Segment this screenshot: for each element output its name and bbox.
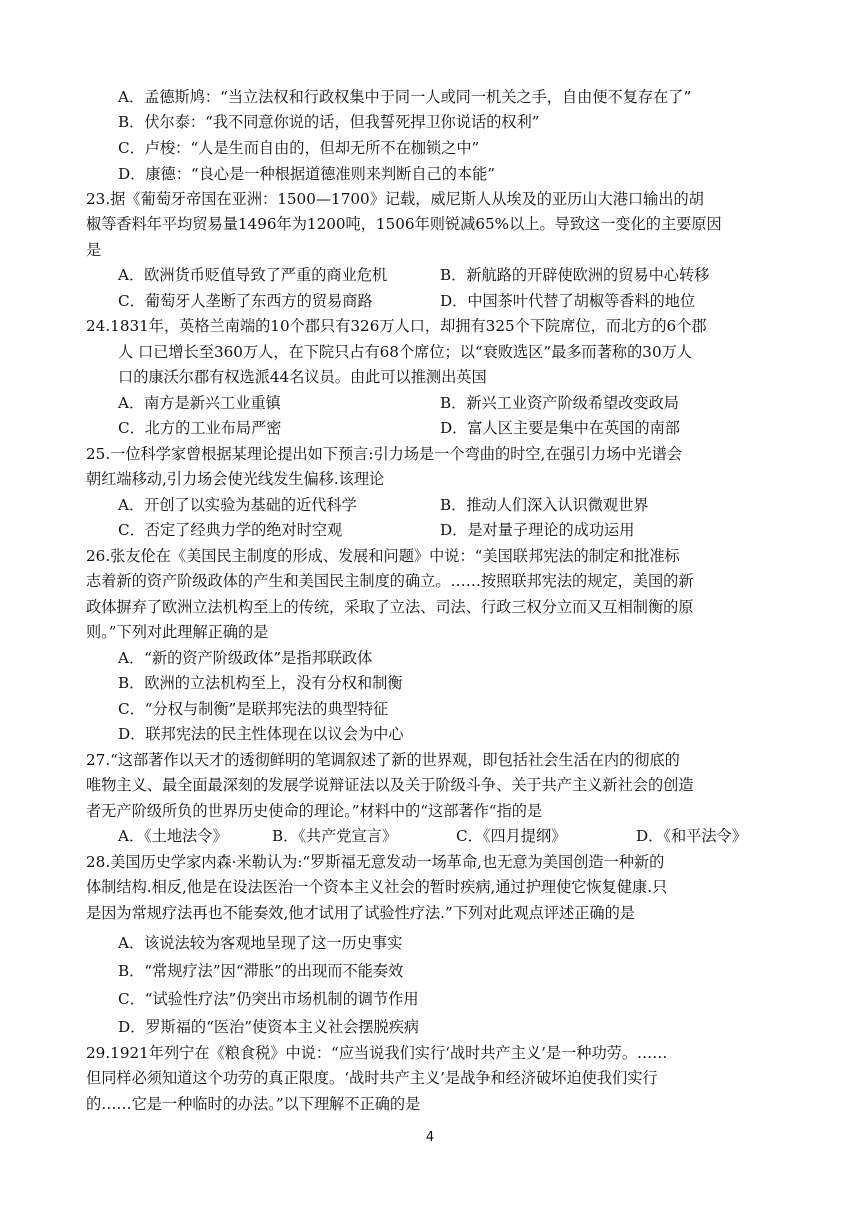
question-24-text: 口的康沃尔郡有权选派44名议员。由此可以推测出英国	[118, 368, 487, 386]
option-b: B．伏尔泰：“我不同意你说的话，但我誓死捍卫你说话的权利”	[118, 113, 540, 131]
option-d: D．中国茶叶代替了胡椒等香料的地位	[440, 292, 696, 310]
option-b: B．欧洲的立法机构至上，没有分权和制衡	[118, 674, 403, 692]
question-25-text: 25.一位科学家曾根据某理论提出如下预言:引力场是一个弯曲的时空,在强引力场中光谱会	[86, 445, 683, 463]
option-d: D．是对量子理论的成功运用	[440, 521, 635, 539]
option-c: C．《四月提纲》	[456, 827, 567, 845]
page-number: 4	[425, 1130, 435, 1145]
option-c: C．卢梭：“人是生而自由的，但却无所不在枷锁之中”	[118, 139, 480, 157]
option-d: D．罗斯福的“医治”使资本主义社会摆脱疾病	[118, 1018, 420, 1036]
option-c: C．“分权与制衡”是联邦宪法的典型特征	[118, 700, 389, 718]
question-26-text: 26.张友伦在《美国民主制度的形成、发展和问题》中说：“美国联邦宪法的制定和批准标	[86, 547, 680, 565]
option-a: A．孟德斯鸠：“当立法权和行政权集中于同一人或同一机关之手，自由便不复存在了”	[118, 88, 692, 106]
question-27-text: 者无产阶级所负的世界历史使命的理论。”材料中的“这部著作“指的是	[86, 802, 543, 820]
option-a: A．欧洲货币贬值导致了严重的商业危机	[118, 266, 388, 284]
question-28-text: 28.美国历史学家内森·米勒认为:“罗斯福无意发动一场革命,也无意为美国创造一种新的	[86, 853, 665, 871]
question-25-text: 朝红端移动,引力场会使光线发生偏移.该理论	[86, 470, 385, 488]
option-a: A．开创了以实验为基础的近代科学	[118, 496, 357, 514]
question-29-text: 29.1921年列宁在《粮食税》中说：“应当说我们实行‘战时共产主义’是一种功劳。……	[86, 1044, 668, 1062]
option-a: A．《土地法令》	[118, 827, 228, 845]
question-29-text: 但同样必须知道这个功劳的真正限度。‘战时共产主义’是战争和经济破坏迫使我们实行	[86, 1069, 658, 1087]
option-d: D．联邦宪法的民主性体现在以议会为中心	[118, 725, 404, 743]
option-c: C．否定了经典力学的绝对时空观	[118, 521, 343, 539]
option-c: C．北方的工业布局严密	[118, 419, 282, 437]
option-d: D．富人区主要是集中在英国的南部	[440, 419, 680, 437]
option-b: B．新航路的开辟使欧洲的贸易中心转移	[440, 266, 710, 284]
option-c: C．“试验性疗法”仍突出市场机制的调节作用	[118, 990, 419, 1008]
option-b: B．《共产党宣言》	[272, 827, 398, 845]
question-28-text: 体制结构.相反,他是在设法医治一个资本主义社会的暂时疾病,通过护理使它恢复健康.只	[86, 878, 668, 896]
option-a: A．南方是新兴工业重镇	[118, 394, 281, 412]
question-26-text: 志着新的资产阶级政体的产生和美国民主制度的确立。……按照联邦宪法的规定，美国的新	[86, 572, 694, 590]
question-23-text: 23.据《葡萄牙帝国在亚洲：1500—1700》记载，威尼斯人从埃及的亚历山大港口输出的胡	[86, 190, 704, 208]
question-29-text: 的……它是一种临时的办法。”以下理解不正确的是	[86, 1095, 421, 1113]
question-27-text: 27.“这部著作以天才的透彻鲜明的笔调叙述了新的世界观，即包括社会生活在内的彻底的	[86, 751, 680, 769]
question-28-text: 是因为常规疗法再也不能奏效,他才试用了试验性疗法.”下列对此观点评述正确的是	[86, 904, 635, 922]
question-27-text: 唯物主义、最全面最深刻的发展学说辩证法以及关于阶级斗争、关于共产主义新社会的创造	[86, 776, 694, 794]
option-a: A．该说法较为客观地呈现了这一历史事实	[118, 934, 403, 952]
option-b: B．“常规疗法”因“滞胀”的出现而不能奏效	[118, 962, 404, 980]
question-26-text: 政体摒弃了欧洲立法机构至上的传统，采取了立法、司法、行政三权分立而又互相制衡的原	[86, 598, 694, 616]
question-24-text: 24.1831年，英格兰南端的10个郡只有326万人口，却拥有325个下院席位，而北方的6个郡	[86, 317, 707, 335]
question-23-text: 是	[86, 241, 102, 259]
option-c: C．葡萄牙人垄断了东西方的贸易商路	[118, 292, 373, 310]
question-26-text: 则。”下列对此理解正确的是	[86, 623, 269, 641]
option-a: A．“新的资产阶级政体”是指邦联政体	[118, 649, 373, 667]
option-d: D．康德：“良心是一种根据道德准则来判断自己的本能”	[118, 165, 496, 183]
question-23-text: 椒等香料年平均贸易量1496年为1200吨，1506年则锐减65%以上。导致这一变化的主要原因	[86, 215, 722, 233]
option-d: D．《和平法令》	[636, 827, 747, 845]
question-24-text: 人 口已增长至360万人，在下院只占有68个席位；以“衰败选区”最多而著称的30万人	[118, 343, 692, 361]
option-b: B．新兴工业资产阶级希望改变政局	[440, 394, 679, 412]
option-b: B．推动人们深入认识微观世界	[440, 496, 649, 514]
